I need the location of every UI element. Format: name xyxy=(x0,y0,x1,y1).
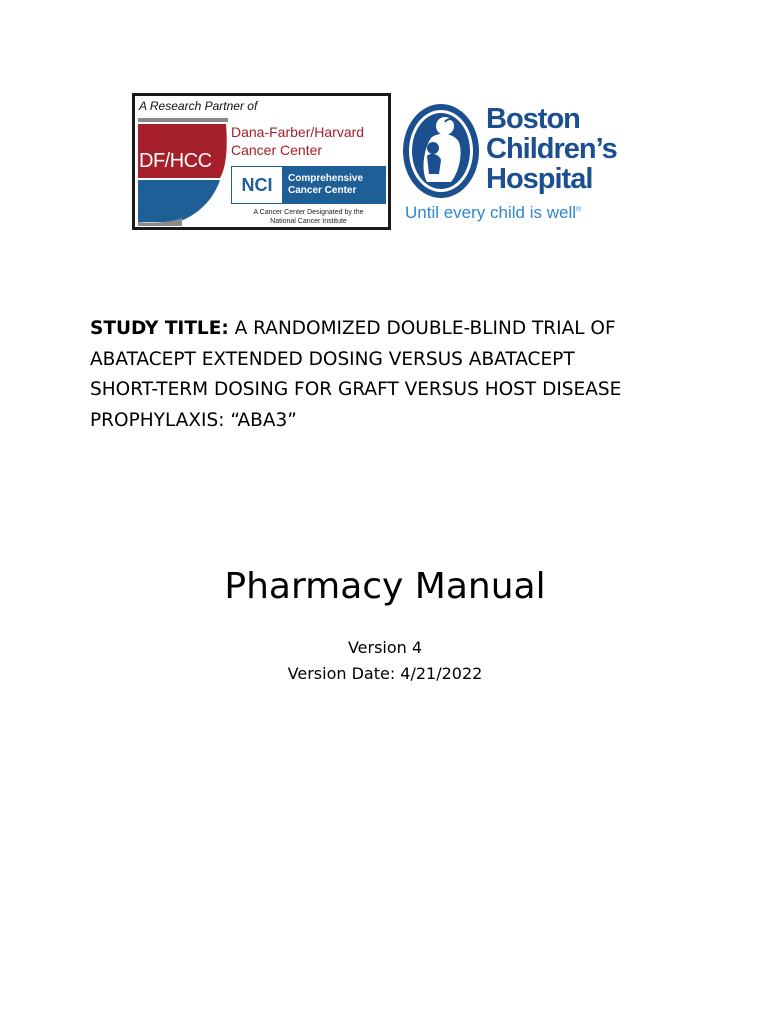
dfhcc-name-line2: Cancer Center xyxy=(231,142,323,158)
dfhcc-name xyxy=(231,123,364,159)
nci-mark: NCI xyxy=(232,167,282,203)
nci-text-line2: Cancer Center xyxy=(288,185,357,196)
nci-text-line1: Comprehensive xyxy=(288,173,364,184)
nci-designation-line2: National Cancer Institute xyxy=(270,218,347,225)
study-title-line3: SHORT-TERM DOSING FOR GRAFT VERSUS HOST DISEASE xyxy=(90,379,622,400)
manual-title: Pharmacy Manual xyxy=(224,566,546,607)
dfhcc-logo xyxy=(132,93,391,230)
nci-designation-text xyxy=(231,208,386,226)
study-title xyxy=(90,314,690,436)
bch-wordmark xyxy=(486,104,617,194)
study-title-line2: ABATACEPT EXTENDED DOSING VERSUS ABATACEPT xyxy=(90,348,575,370)
dfhcc-name-line1: Dana-Farber/Harvard xyxy=(231,124,365,140)
bch-name-line3: Hospital xyxy=(486,163,593,195)
dfhcc-abbreviation: DF/HCC xyxy=(139,150,212,172)
bch-tagline xyxy=(405,203,581,223)
bch-name-line1: Boston xyxy=(486,103,580,135)
nci-designation-line1: A Cancer Center Designated by the xyxy=(253,209,364,216)
dfhcc-partner-text: A Research Partner of xyxy=(139,99,258,113)
bch-tagline-mark: ® xyxy=(576,206,582,214)
nci-badge xyxy=(231,166,386,204)
version-number: Version 4 xyxy=(347,638,423,657)
bch-emblem-icon xyxy=(401,102,481,200)
bch-tagline-text: Until every child is well xyxy=(405,203,576,222)
study-title-line1 xyxy=(90,314,690,345)
study-title-line4: PROPHYLAXIS: “ABA3” xyxy=(90,409,297,431)
version-date: Version Date: 4/21/2022 xyxy=(287,664,483,683)
study-title-label: STUDY TITLE: xyxy=(90,318,229,339)
bch-name-line2: Children’s xyxy=(486,133,617,165)
nci-designation-badge-text xyxy=(282,167,385,203)
study-title-line1-text: A RANDOMIZED DOUBLE-BLIND TRIAL OF xyxy=(228,318,616,339)
